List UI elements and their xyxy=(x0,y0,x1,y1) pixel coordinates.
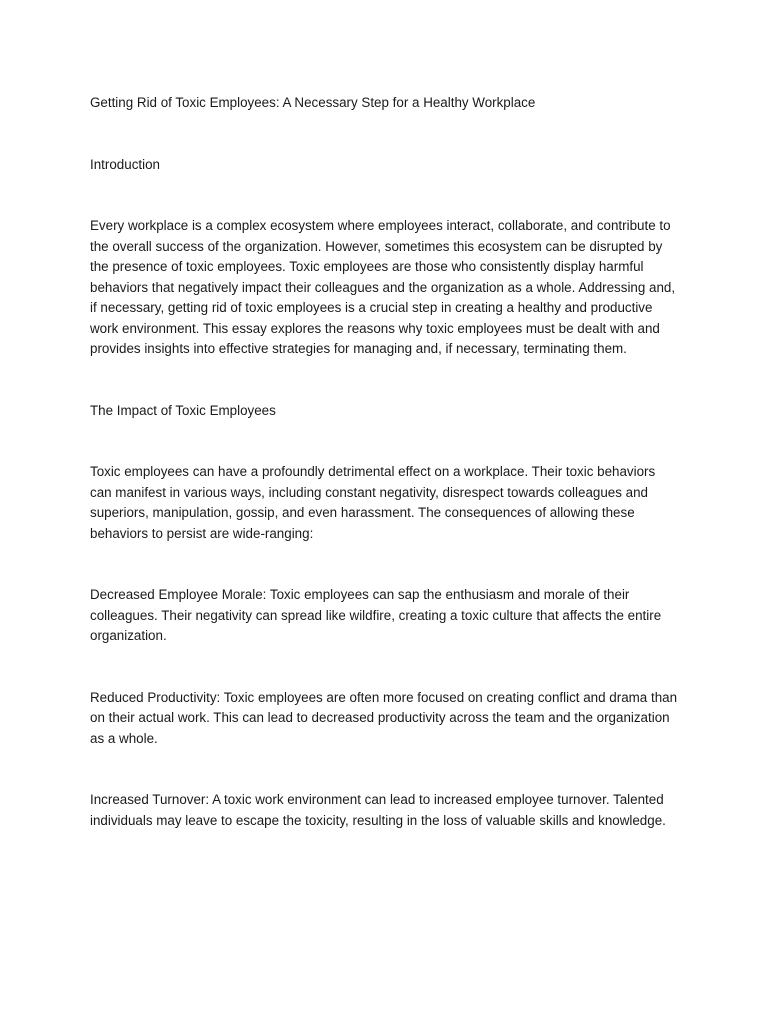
turnover-paragraph: Increased Turnover: A toxic work environment can lead to increased employee turnover. Talented individuals may leave to escape the toxicity, resulting in the loss of valuable skills and knowledge. xyxy=(90,792,666,828)
document-body xyxy=(90,93,680,831)
impact-heading: The Impact of Toxic Employees xyxy=(90,402,276,418)
impact-paragraph: Toxic employees can have a profoundly detrimental effect on a workplace. Their toxic behaviors can manifest in various ways, including constant negativity, disrespect towards colleagues and superiors, manipulation, gossip, and even harassment. The consequences of allowing these behaviors to persist are wide-ranging: xyxy=(90,464,656,541)
introduction-paragraph: Every workplace is a complex ecosystem where employees interact, collaborate, and contribute to the overall success of the organization. However, sometimes this ecosystem can be disrupted by the presence of toxic employees. Toxic employees are those who consistently display harmful behaviors that negatively impact their colleagues and the organization as a whole. Addressing and, if necessary, getting rid of toxic employees is a crucial step in creating a healthy and productive work environment. This essay explores the reasons why toxic employees must be dealt with and provides insights into effective strategies for managing and, if necessary, terminating them. xyxy=(90,218,676,356)
introduction-heading: Introduction xyxy=(90,156,160,172)
document-title: Getting Rid of Toxic Employees: A Necessary Step for a Healthy Workplace xyxy=(90,95,536,110)
productivity-paragraph: Reduced Productivity: Toxic employees are often more focused on creating conflict and drama than on their actual work. This can lead to decreased productivity across the team and the organization as a whole. xyxy=(90,689,678,746)
morale-paragraph: Decreased Employee Morale: Toxic employees can sap the enthusiasm and morale of their colleagues. Their negativity can spread like wildfire, creating a toxic culture that affects the entire organization. xyxy=(90,587,662,643)
